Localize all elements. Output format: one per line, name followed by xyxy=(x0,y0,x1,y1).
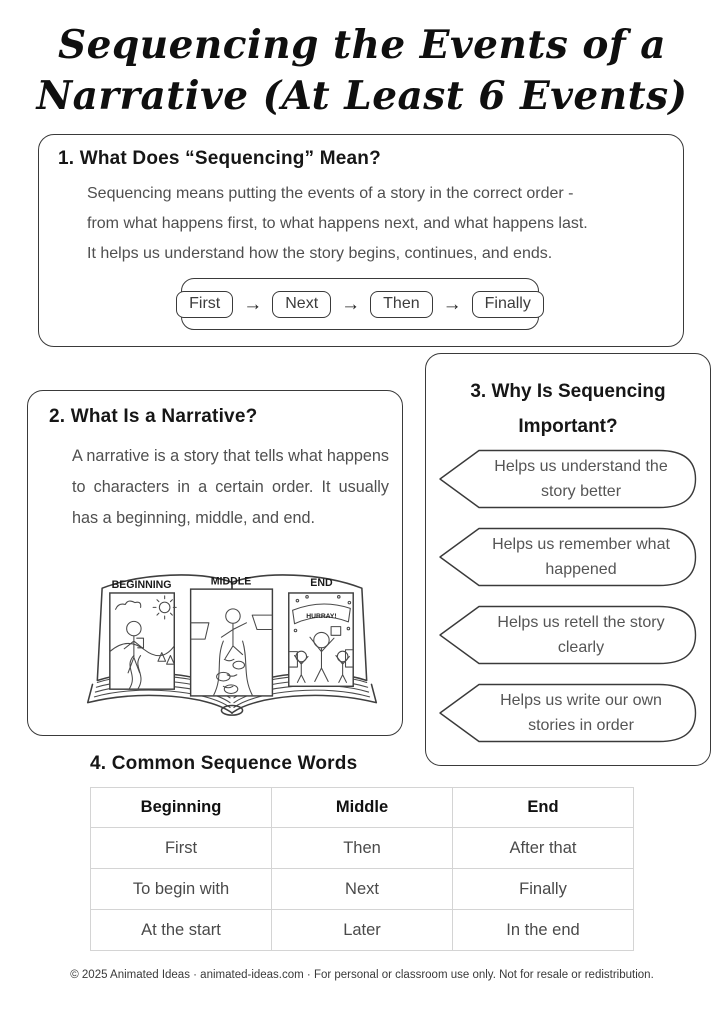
callout-remember xyxy=(437,525,699,589)
callout-text: Helps us write our own stories in order xyxy=(500,692,662,734)
section2-heading: 2. What Is a Narrative? xyxy=(49,406,258,427)
section-why-sequencing-important xyxy=(425,353,711,766)
section1-body-line: Sequencing means putting the events of a story in the correct order - xyxy=(87,185,574,202)
book-label-middle: MIDDLE xyxy=(210,575,252,588)
callout-understand-story xyxy=(437,447,699,511)
table-row xyxy=(91,910,634,951)
open-book-illustration xyxy=(70,567,394,719)
flow-word-finally: Finally xyxy=(472,291,544,318)
table-row xyxy=(91,869,634,910)
book-panel-beginning xyxy=(110,593,174,689)
flow-word-next: Next xyxy=(272,291,331,318)
table-cell: After that xyxy=(453,828,634,869)
table-cell: In the end xyxy=(453,910,634,951)
sequence-words-table xyxy=(90,787,634,951)
col-header-end: End xyxy=(453,788,634,828)
table-cell: Later xyxy=(272,910,453,951)
section-sequencing-meaning xyxy=(38,134,684,347)
col-header-middle: Middle xyxy=(272,788,453,828)
table-header-row xyxy=(91,788,634,828)
book-label-end: END xyxy=(310,577,333,590)
open-book-graphic xyxy=(70,567,394,719)
section3-heading-line2: Important? xyxy=(518,416,618,437)
table-cell: To begin with xyxy=(91,869,272,910)
flow-arrow-icon: → xyxy=(442,293,462,315)
section1-body-line: It helps us understand how the story begins, continues, and ends. xyxy=(87,245,553,262)
callout-list xyxy=(437,447,699,759)
section1-body xyxy=(87,179,671,269)
flow-word-first: First xyxy=(176,291,233,318)
table-cell: First xyxy=(91,828,272,869)
table-cell: Next xyxy=(272,869,453,910)
section3-heading xyxy=(426,374,710,444)
callout-text: Helps us understand the story better xyxy=(494,458,668,500)
table-row xyxy=(91,828,634,869)
page-title xyxy=(0,20,724,122)
section1-heading: 1. What Does “Sequencing” Mean? xyxy=(58,148,381,169)
callout-text: Helps us remember what happened xyxy=(492,536,670,578)
section3-heading-line1: 3. Why Is Sequencing xyxy=(470,381,666,402)
flow-arrow-icon: → xyxy=(341,293,361,315)
callout-retell xyxy=(437,603,699,667)
section1-body-line: from what happens first, to what happens next, and what happens last. xyxy=(87,215,588,232)
copyright-footer: © 2025 Animated Ideas · animated-ideas.com · For personal or classroom use only. Not for resale or redistribution. xyxy=(70,969,654,981)
section2-body: A narrative is a story that tells what happens to characters in a certain order. It usually has a beginning, middle, and end. xyxy=(72,447,389,527)
callout-write-stories xyxy=(437,681,699,745)
page-title-line1: Sequencing the Events of a xyxy=(57,22,667,68)
section-what-is-narrative xyxy=(27,390,403,736)
callout-text: Helps us retell the story clearly xyxy=(497,614,665,656)
table-cell: At the start xyxy=(91,910,272,951)
book-banner-text: HURRAY! xyxy=(306,612,337,620)
book-panel-end xyxy=(289,593,353,686)
book-label-beginning: BEGINNING xyxy=(111,579,172,592)
page-title-line2: Narrative (At Least 6 Events) xyxy=(36,73,688,119)
table-cell: Then xyxy=(272,828,453,869)
section4-heading: 4. Common Sequence Words xyxy=(90,753,358,774)
flow-word-then: Then xyxy=(370,291,432,318)
table-cell: Finally xyxy=(453,869,634,910)
book-panel-middle xyxy=(191,589,273,696)
col-header-beginning: Beginning xyxy=(91,788,272,828)
sequence-flow-strip xyxy=(181,278,539,330)
flow-arrow-icon: → xyxy=(243,293,263,315)
